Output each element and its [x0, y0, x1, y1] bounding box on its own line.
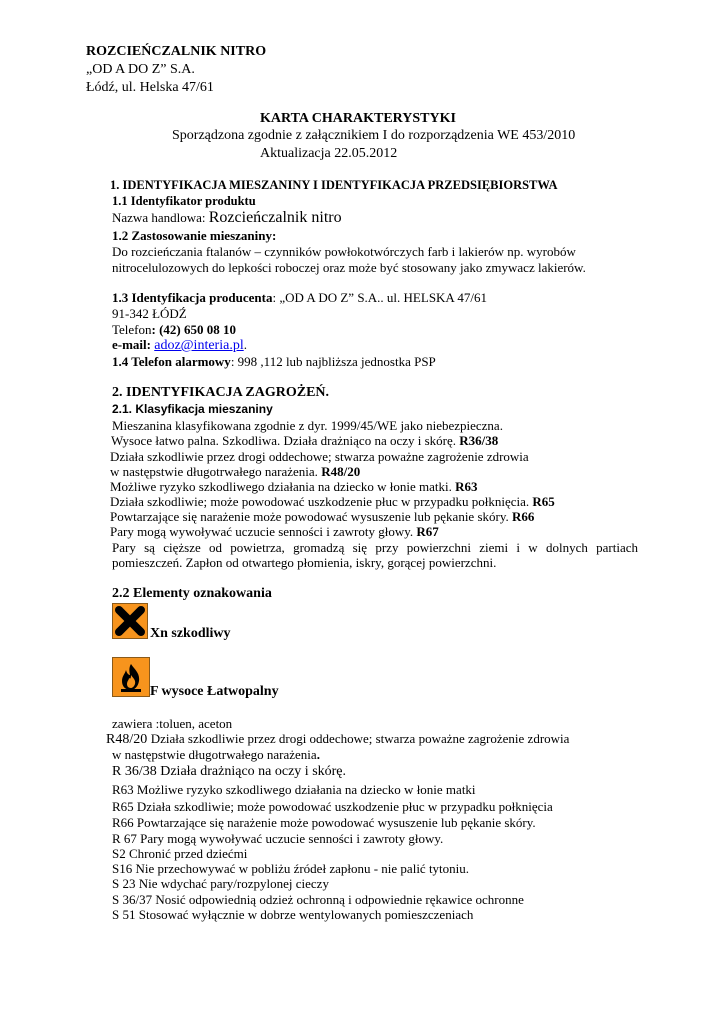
phrase-s23: S 23 Nie wdychać pary/rozpylonej cieczy — [112, 876, 329, 891]
section1-heading: 1. IDENTYFIKACJA MIESZANINY I IDENTYFIKACJA PRZEDSIĘBIORSTWA — [110, 178, 558, 192]
email-line — [112, 337, 247, 353]
company-sa: „OD A DO Z” S.A. — [86, 62, 195, 77]
email-label: e-mail: — [112, 337, 155, 352]
class-line-6 — [110, 494, 555, 509]
phrase-r48-20-cont — [112, 747, 320, 762]
phrase-s36-37: S 36/37 Nosić odpowiednią odzież ochronną i odpowiednie rękawice ochronne — [112, 892, 524, 907]
harmful-cross-icon — [112, 603, 148, 639]
class-line-6-text: Działa szkodliwie; może powodować uszkodzenie płuc w przypadku połknięcia. — [110, 494, 533, 509]
producer-value: : „OD A DO Z” S.A.. ul. HELSKA 47/61 — [272, 290, 487, 305]
alarm-label: 1.4 Telefon alarmowy — [112, 354, 231, 369]
flame-icon — [112, 657, 150, 697]
trade-name — [112, 210, 342, 225]
phrase-r48-20-code: R48/20 — [106, 732, 151, 747]
email-link[interactable]: adoz@interia.pl — [154, 338, 244, 353]
class-line-1: Mieszanina klasyfikowana zgodnie z dyr. 1999/45/WE jako niebezpieczna. — [112, 418, 503, 433]
company-address: Łódź, ul. Helska 47/61 — [86, 80, 214, 95]
phone-line — [112, 322, 236, 337]
class-line-7-text: Powtarzające się narażenie może powodować wysuszenie lub pękanie skóry. — [110, 509, 512, 524]
phrase-s2: S2 Chronić przed dziećmi — [112, 846, 248, 861]
phrase-r67: R 67 Pary mogą wywoływać uczucie senności i zawroty głowy. — [112, 831, 444, 846]
s22-heading: 2.2 Elementy oznakowania — [112, 586, 272, 601]
phone-value: : (42) 650 08 10 — [151, 322, 237, 337]
risk-code-r48-20: R48/20 — [321, 464, 361, 479]
f-label: F wysoce Łatwopalny — [150, 684, 279, 699]
class-line-8-text: Pary mogą wywoływać uczucie senności i zawroty głowy. — [110, 524, 417, 539]
trade-name-value: Rozcieńczalnik nitro — [208, 209, 342, 226]
class-line-5 — [110, 479, 478, 494]
doc-subtitle: Sporządzona zgodnie z załącznikiem I do rozporządzenia WE 453/2010 — [172, 128, 576, 143]
risk-code-r63: R63 — [455, 479, 478, 494]
class-line-4 — [110, 464, 360, 479]
phrase-r63: R63 Możliwe ryzyko szkodliwego działania na dziecko w łonie matki — [112, 782, 476, 797]
phrase-r48-20-text: Działa szkodliwie przez drogi oddechowe; stwarza poważne zagrożenie zdrowia — [150, 731, 570, 746]
producer-label: 1.3 Identyfikacja producenta — [112, 290, 273, 305]
doc-update: Aktualizacja 22.05.2012 — [260, 146, 398, 161]
phrase-r48-20-cont-text: w następstwie długotrwałego narażenia — [112, 747, 317, 762]
phrase-s51: S 51 Stosować wyłącznie w dobrze wentylowanych pomieszczeniach — [112, 907, 474, 922]
phrase-r66: R66 Powtarzające się narażenie może powodować wysuszenie lub pękanie skóry. — [112, 815, 536, 830]
phrase-r65: R65 Działa szkodliwie; może powodować uszkodzenie płuc w przypadku połknięcia — [112, 799, 553, 814]
s12-text-1: Do rozcieńczania ftalanów – czynników powłokotwórczych farb i lakierów np. wyrobów — [112, 244, 576, 259]
class-line-3: Działa szkodliwie przez drogi oddechowe; stwarza poważne zagrożenie zdrowia — [110, 449, 529, 464]
class-line-2 — [111, 433, 498, 448]
email-dot: . — [243, 337, 247, 352]
producer-city: 91-342 ŁÓDŹ — [112, 306, 187, 321]
phone-label: Telefon — [112, 322, 152, 337]
risk-code-r67: R67 — [416, 524, 439, 539]
doc-title: KARTA CHARAKTERYSTYKI — [260, 111, 456, 126]
s11-heading: 1.1 Identyfikator produktu — [112, 194, 256, 208]
company-name: ROZCIEŃCZALNIK NITRO — [86, 44, 267, 59]
xn-label: Xn szkodliwy — [150, 626, 231, 641]
contains-line: zawiera :toluen, aceton — [112, 716, 233, 731]
producer-line — [112, 290, 487, 305]
phrase-r48-20-dot: . — [316, 747, 320, 762]
risk-code-r36-38: R36/38 — [459, 433, 499, 448]
s12-text-2: nitrocelulozowych do lepkości roboczej oraz może być stosowany jako zmywacz lakierów. — [112, 260, 586, 275]
alarm-value: : 998 ,112 lub najbliższa jednostka PSP — [230, 354, 436, 369]
phrase-r36-38: R 36/38 Działa drażniąco na oczy i skórę. — [112, 764, 347, 779]
alarm-line — [112, 354, 436, 369]
phrase-s16: S16 Nie przechowywać w pobliżu źródeł zapłonu - nie palić tytoniu. — [112, 861, 470, 876]
class-line-10: pomieszczeń. Zapłon od otwartego płomienia, iskry, gorącej powierzchni. — [112, 555, 497, 570]
phrase-r48-20 — [106, 731, 569, 747]
s21-heading: 2.1. Klasyfikacja mieszaniny — [112, 402, 273, 416]
class-line-5-text: Możliwe ryzyko szkodliwego działania na dziecko w łonie matki. — [110, 479, 456, 494]
class-line-2-text: Wysoce łatwo palna. Szkodliwa. Działa drażniąco na oczy i skórę. — [111, 433, 460, 448]
section2-heading: 2. IDENTYFIKACJA ZAGROŻEŃ. — [112, 385, 330, 400]
risk-code-r65: R65 — [532, 494, 555, 509]
risk-code-r66: R66 — [512, 509, 535, 524]
s12-heading: 1.2 Zastosowanie mieszaniny: — [112, 228, 277, 243]
class-line-8 — [110, 524, 439, 539]
class-line-7 — [110, 509, 534, 524]
class-line-9: Pary są cięższe od powietrza, gromadzą się przy powierzchni ziemi i w dolnych partiach — [112, 540, 638, 555]
trade-name-label: Nazwa handlowa: — [112, 210, 209, 225]
class-line-4-text: w następstwie długotrwałego narażenia. — [110, 464, 322, 479]
